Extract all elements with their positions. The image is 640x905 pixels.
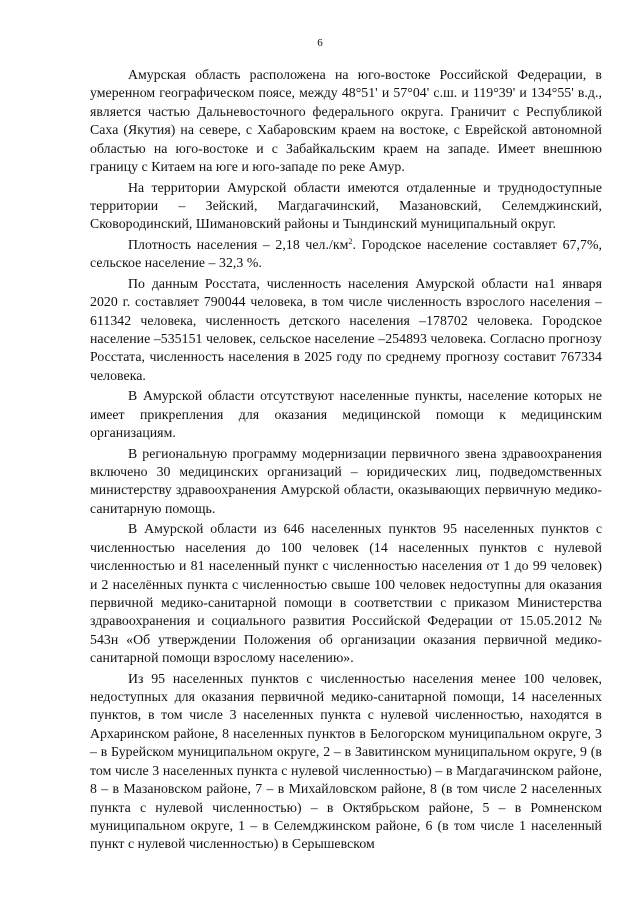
paragraph-rosstat-population: По данным Росстата, численность населения Амурской области на1 января 2020 г. составляет 790044 человека, в том числе численность взрослого населения –611342 человека, численность детского населения –178702 человека. Городское население –535151 человек, сельское население –254893 человека. Согласно прогнозу Росстата, численность населения в 2025 году по среднему прогнозу составит 767334 человека. xyxy=(90,275,602,383)
document-body xyxy=(90,66,602,856)
urban-rural-share-text: . Городское население составляет 67,7%, сельское население – 32,3 %. xyxy=(90,236,602,271)
paragraph-remote-territories: На территории Амурской области имеются отдаленные и труднодоступные территории – Зейский, Магдагачинский, Мазановский, Селемджинский, Сковородинский, Шимановский районы и Тындинский муниципальный округ. xyxy=(90,179,602,232)
paragraph-population-density xyxy=(90,236,602,273)
density-superscript: 2 xyxy=(348,236,353,246)
paragraph-settlements-by-district: Из 95 населенных пунктов с численностью населения менее 100 человек, недоступных для оказания первичной медико-санитарной помощи, 14 населенных пунктов, в том числе 3 населенных пункта с нулевой численностью, находятся в Архаринском районе, 8 населенных пунктов в Белогорском муниципальном округе, 3 – в Бурейском муниципальном округе, 2 – в Завитинском муниципальном округе, 9 (в том числе 3 населенных пункта с нулевой численностью) – в Магдагачинском районе, 8 – в Мазановском районе, 7 – в Михайловском районе, 8 (в том числе 2 населенных пункта с нулевой численностью) – в Октябрьском районе, 5 – в Ромненском муниципальном округе, 1 – в Селемджинском районе, 6 (в том числе 1 населенный пункт с нулевой численностью) в Серышевском xyxy=(90,670,602,852)
density-text: Плотность населения – 2,18 чел./км xyxy=(128,236,349,252)
paragraph-settlements-attachment: В Амурской области отсутствуют населенные пункты, население которых не имеет прикрепления для оказания медицинской помощи к медицинским организациям. xyxy=(90,388,602,441)
paragraph-modernization-program: В региональную программу модернизации первичного звена здравоохранения включено 30 медицинских организаций – юридических лиц, подведомственных министерству здравоохранения Амурской области, оказывающих первичную медико-санитарную помощь. xyxy=(90,445,602,516)
paragraph-inaccessible-settlements: В Амурской области из 646 населенных пунктов 95 населенных пунктов с численностью населения до 100 человек (14 населенных пунктов с нулевой численностью и 81 населенный пункт с численностью населения от 1 до 99 человек) и 2 населённых пункта с численностью свыше 100 человек недоступны для оказания первичной медико-санитарной помощи в соответствии с приказом Министерства здравоохранения и социального развития Российской Федерации от 15.05.2012 № 543н «Об утверждении Положения об организации оказания первичной медико-санитарной помощи взрослому населению». xyxy=(90,521,602,666)
page-number: 6 xyxy=(317,37,323,49)
paragraph-location: Амурская область расположена на юго-востоке Российской Федерации, в умеренном географическом поясе, между 48°51' и 57°04' с.ш. и 119°39' и 134°55' в.д., является частью Дальневосточного федерального округа. Граничит с Республикой Саха (Якутия) на севере, с Хабаровским краем на востоке, с Еврейской автономной областью на юго-востоке и с Забайкальским краем на западе. Имеет внешнюю границу с Китаем на юге и юго-западе по реке Амур. xyxy=(90,67,602,175)
